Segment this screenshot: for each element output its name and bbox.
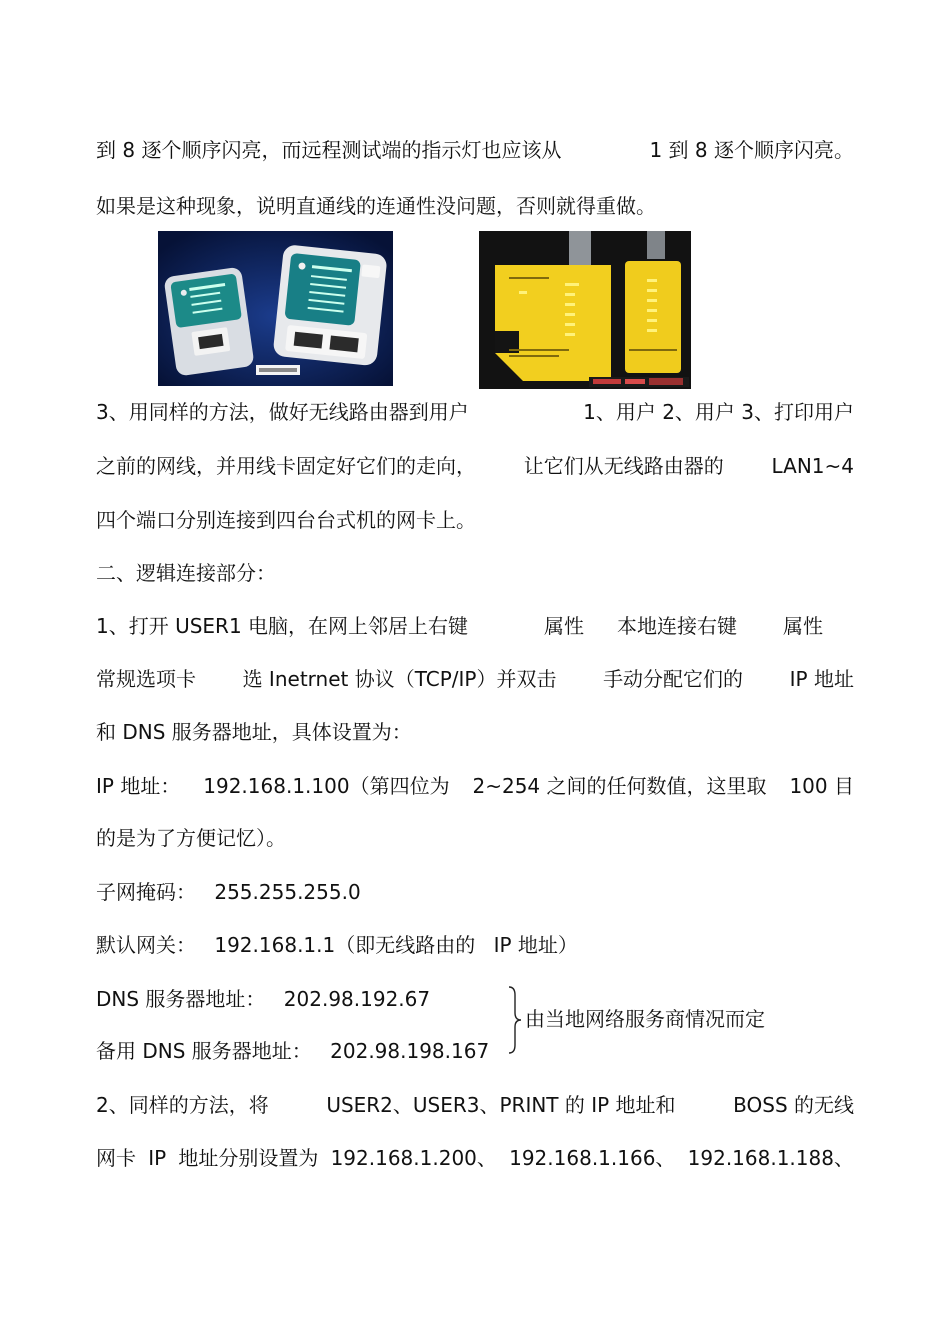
text-line — [96, 398, 854, 426]
text-segment: IP 地址 — [789, 667, 854, 691]
field-label: 备用 DNS 服务器地址： — [96, 1039, 312, 1063]
text-line — [96, 612, 854, 640]
text-segment: 手动分配它们的 — [603, 667, 744, 691]
text-segment: 1 到 8 逐个顺序闪亮。 — [649, 138, 854, 162]
text-segment: 192.168.1.188、 — [687, 1146, 854, 1170]
text-segment: 2~254 之间的任何数值，这里取 — [472, 774, 767, 798]
field-value: 192.168.1.1（即无线路由的 — [214, 933, 476, 957]
text-segment: LAN1~4 — [771, 454, 854, 478]
cable-tester-photo — [479, 231, 691, 389]
text-segment: 192.168.1.166、 — [509, 1146, 676, 1170]
text-segment: 网卡 — [96, 1146, 136, 1170]
brace-note: 由当地网络服务商情况而定 — [525, 1007, 765, 1031]
field-value: 202.98.198.167 — [330, 1039, 490, 1063]
subnet-mask-line — [96, 878, 854, 906]
text-line — [96, 1091, 854, 1119]
text-segment: IP — [148, 1146, 167, 1170]
text-segment: 选 Inetrnet 协议（TCP/IP）并双击 — [242, 667, 557, 691]
text-line: 如果是这种现象，说明直通线的连通性没问题，否则就得重做。 — [96, 194, 656, 218]
field-value: 255.255.255.0 — [214, 880, 361, 904]
field-label: 子网掩码： — [96, 880, 196, 904]
cable-tester-icon — [158, 231, 393, 386]
text-segment: 2、同样的方法，将 — [96, 1093, 269, 1117]
cable-tester-icon — [479, 231, 691, 389]
text-segment: BOSS 的无线 — [733, 1093, 854, 1117]
text-line: 和 DNS 服务器地址，具体设置为： — [96, 720, 412, 744]
text-segment: 192.168.1.100（第四位为 — [203, 774, 450, 798]
text-line — [96, 1144, 854, 1172]
text-line: 的是为了方便记忆）。 — [96, 826, 286, 850]
text-segment: 本地连接右键 — [617, 614, 737, 638]
cable-tester-photo — [158, 231, 393, 386]
text-segment: 1、用户 2、用户 3、打印用户 — [583, 400, 854, 424]
backup-dns-line — [96, 1037, 854, 1065]
text-line — [96, 452, 854, 480]
text-segment: 到 8 逐个顺序闪亮，而远程测试端的指示灯也应该从 — [96, 138, 562, 162]
text-segment: USER2、USER3、PRINT 的 IP 地址和 — [326, 1093, 676, 1117]
text-segment: 100 目 — [789, 774, 854, 798]
text-segment: 3、用同样的方法，做好无线路由器到用户 — [96, 400, 469, 424]
text-line — [96, 136, 854, 164]
curly-brace-icon — [505, 985, 523, 1055]
text-segment: 属性 — [544, 614, 584, 638]
text-segment: 属性 — [783, 614, 823, 638]
field-label: 默认网关： — [96, 933, 196, 957]
text-segment: 之前的网线，并用线卡固定好它们的走向， — [96, 454, 476, 478]
text-segment: 192.168.1.200、 — [330, 1146, 497, 1170]
field-label: DNS 服务器地址： — [96, 987, 266, 1011]
gateway-line — [96, 931, 854, 959]
text-line — [96, 772, 854, 800]
text-line — [96, 665, 854, 693]
text-segment: 让它们从无线路由器的 — [523, 454, 724, 478]
text-segment: 常规选项卡 — [96, 667, 196, 691]
field-value: IP 地址） — [493, 933, 578, 957]
section-heading: 二、逻辑连接部分： — [96, 561, 276, 585]
text-segment: IP 地址： — [96, 774, 181, 798]
text-segment: 地址分别设置为 — [178, 1146, 319, 1170]
text-segment: 1、打开 USER1 电脑，在网上邻居上右键 — [96, 614, 469, 638]
field-value: 202.98.192.67 — [283, 987, 431, 1011]
text-line: 四个端口分别连接到四台台式机的网卡上。 — [96, 508, 476, 532]
